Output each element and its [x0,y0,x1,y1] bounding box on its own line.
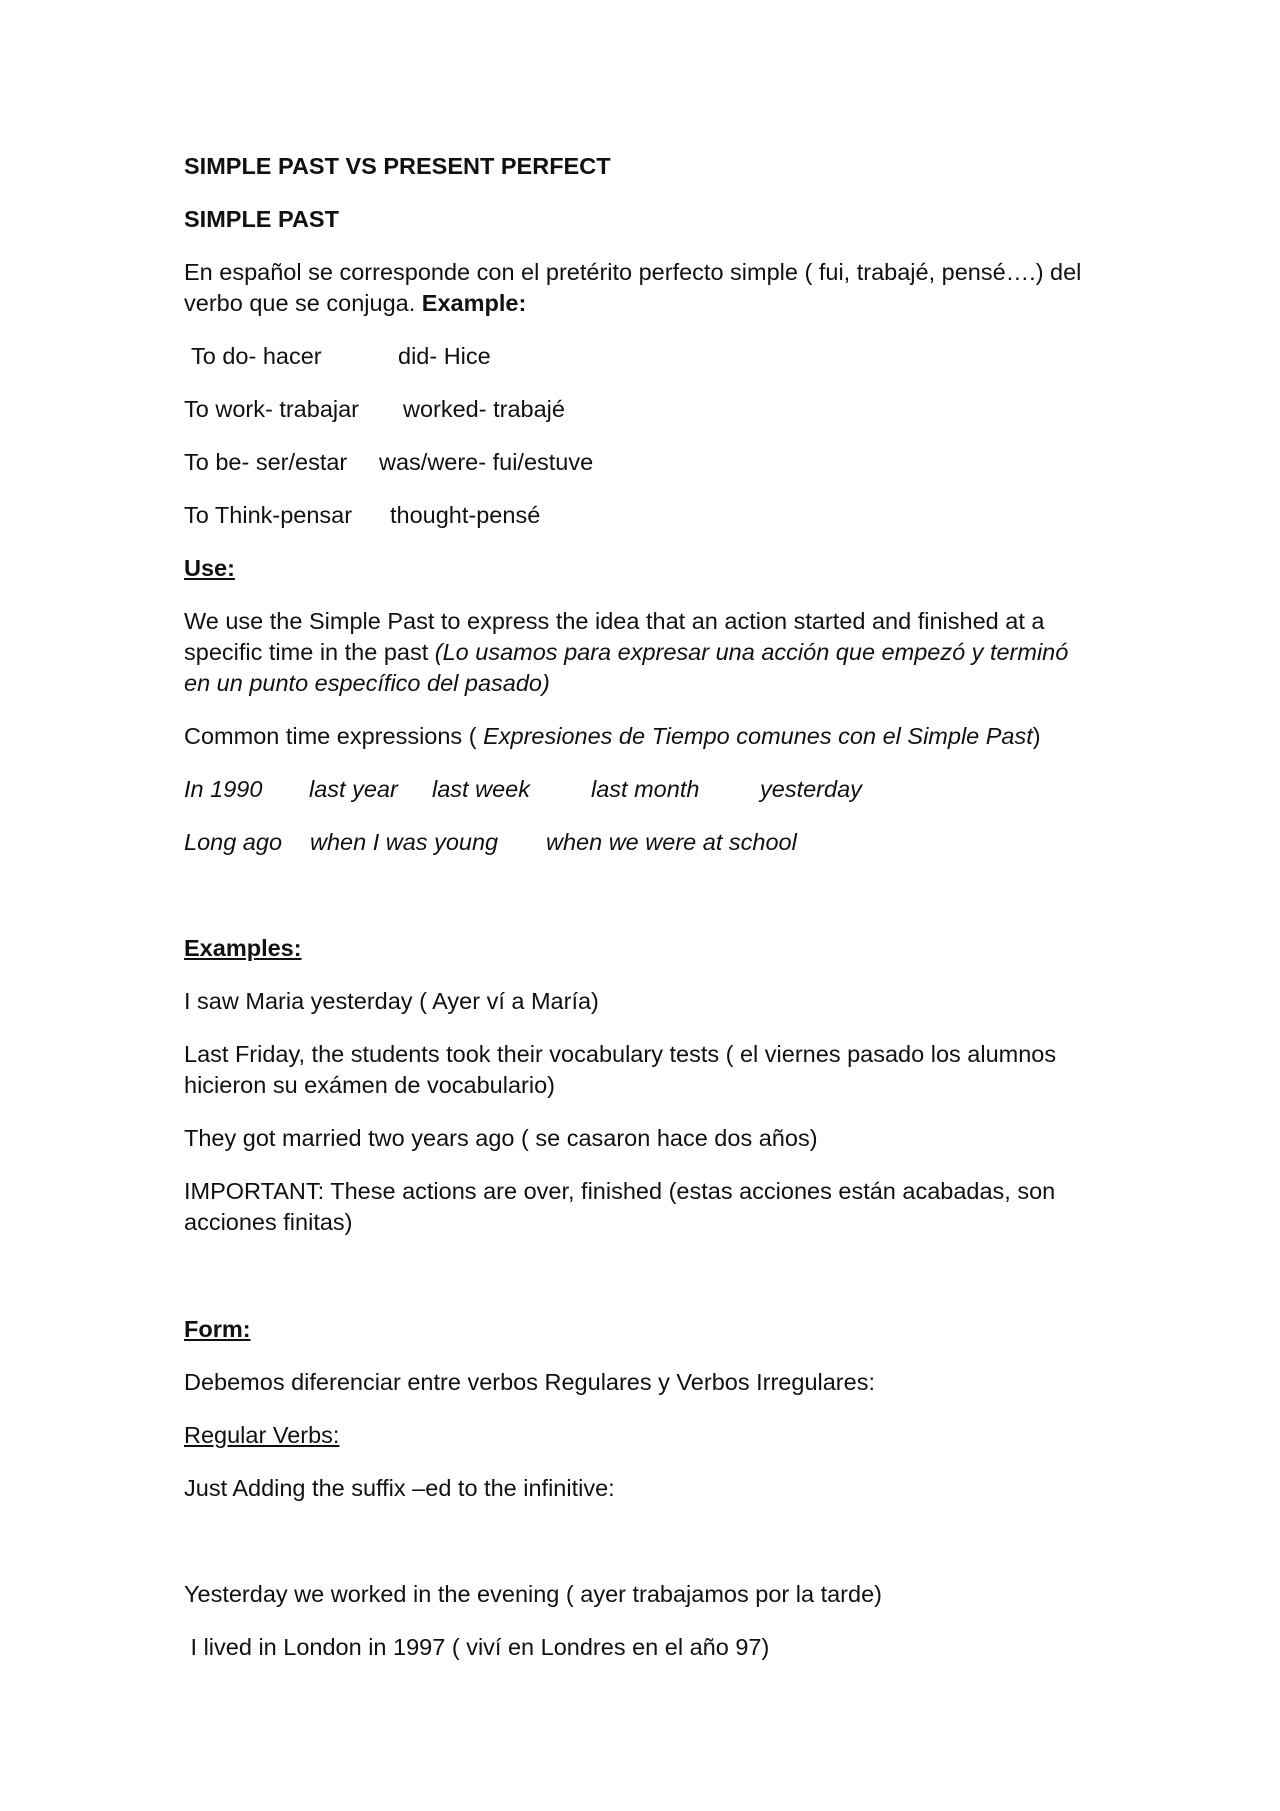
time-expression: last week [432,776,530,802]
verb-past: thought-pensé [390,502,541,528]
time-expressions-intro-close: ) [1032,723,1041,749]
verb-base: To be- ser/estar [184,449,348,475]
examples-heading: Examples: [184,935,302,961]
intro-text: En español se corresponde con el pretérito perfecto simple ( fui, trabajé, pensé….) del verbo que se conjuga. [184,259,1082,316]
time-expressions-intro [184,721,1104,752]
example-sentence: They got married two years ago ( se casaron hace dos años) [184,1125,818,1151]
intro-example-label: Example: [421,290,527,316]
verb-past: worked- trabajé [403,396,565,422]
time-expression: last month [591,776,700,802]
regular-example: Yesterday we worked in the evening ( ayer trabajamos por la tarde) [184,1581,882,1607]
time-expression: yesterday [760,776,862,802]
section-heading-simple-past: SIMPLE PAST [184,206,339,232]
verb-base: To work- trabajar [184,396,359,422]
use-text-spanish: (Lo usamos para expresar una acción que empezó y terminó en un punto específico del pasado) [184,639,1069,696]
important-note: IMPORTANT: These actions are over, finished (estas acciones están acabadas, son acciones finitas) [184,1178,1056,1235]
verb-past: did- Hice [398,343,491,369]
regular-example: I lived in London in 1997 ( viví en Londres en el año 97) [184,1634,770,1660]
time-expressions-intro-italic: Expresiones de Tiempo comunes con el Simple Past [483,723,1033,749]
time-expression: In 1990 [184,776,263,802]
time-expression: last year [309,776,398,802]
verb-past: was/were- fui/estuve [379,449,594,475]
example-sentence: I saw Maria yesterday ( Ayer ví a María) [184,988,599,1014]
intro-paragraph [184,257,1104,319]
use-heading: Use: [184,555,235,581]
use-text: We use the Simple Past to express the idea that an action started and finished at a specific time in the past [184,608,1045,665]
form-text: Debemos diferenciar entre verbos Regulares y Verbos Irregulares: [184,1369,875,1395]
example-sentence: Last Friday, the students took their vocabulary tests ( el viernes pasado los alumnos hicieron su exámen de vocabulario) [184,1041,1057,1098]
verb-base: To Think-pensar [184,502,353,528]
regular-verbs-text: Just Adding the suffix –ed to the infinitive: [184,1475,615,1501]
form-heading: Form: [184,1316,251,1342]
time-expression: when I was young [310,829,499,855]
regular-verbs-heading: Regular Verbs: [184,1422,340,1448]
time-expression: Long ago [184,829,283,855]
time-expressions-intro-text: Common time expressions ( [184,723,477,749]
use-paragraph [184,606,1094,699]
time-expression: when we were at school [546,829,797,855]
document-title: SIMPLE PAST VS PRESENT PERFECT [184,153,611,179]
verb-base: To do- hacer [191,343,322,369]
